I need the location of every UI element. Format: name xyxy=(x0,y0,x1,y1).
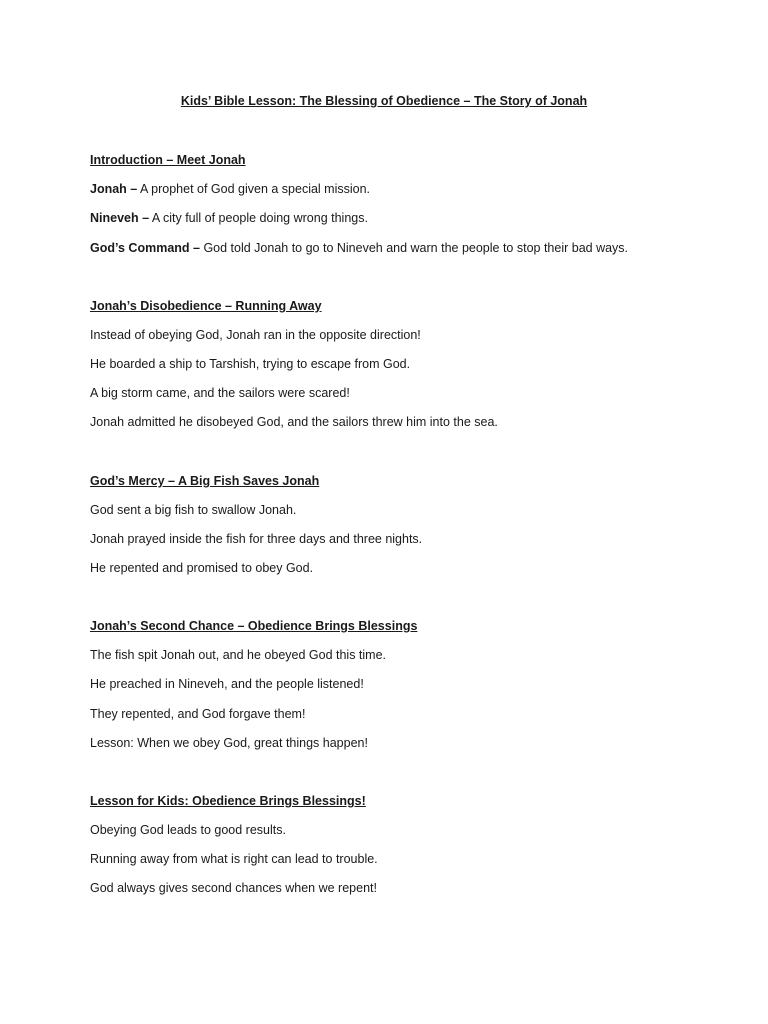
list-item: They repented, and God forgave them! xyxy=(90,707,306,721)
list-item xyxy=(90,181,370,197)
list-item: He repented and promised to obey God. xyxy=(90,561,314,575)
term-label: God’s Command – xyxy=(90,241,200,255)
list-item: God sent a big fish to swallow Jonah. xyxy=(90,503,297,517)
list-item: A big storm came, and the sailors were scared! xyxy=(90,386,350,400)
term-description: A prophet of God given a special mission. xyxy=(137,182,371,196)
list-item: Jonah admitted he disobeyed God, and the sailors threw him into the sea. xyxy=(90,415,498,429)
term-label: Jonah – xyxy=(90,182,138,196)
section-heading-second-chance: Jonah’s Second Chance – Obedience Brings Blessings xyxy=(90,619,418,633)
term-description: A city full of people doing wrong things. xyxy=(149,211,368,225)
list-item: Jonah prayed inside the fish for three days and three nights. xyxy=(90,532,423,546)
list-item: Lesson: When we obey God, great things happen! xyxy=(90,736,368,750)
list-item xyxy=(90,210,368,226)
list-item: He boarded a ship to Tarshish, trying to escape from God. xyxy=(90,357,411,371)
term-label: Nineveh – xyxy=(90,211,150,225)
list-item: The fish spit Jonah out, and he obeyed God this time. xyxy=(90,648,387,662)
list-item: God always gives second chances when we repent! xyxy=(90,881,377,895)
term-description: God told Jonah to go to Nineveh and warn the people to stop their bad ways. xyxy=(199,241,629,255)
list-item xyxy=(90,240,628,256)
section-heading-disobedience: Jonah’s Disobedience – Running Away xyxy=(90,299,322,313)
section-heading-mercy: God’s Mercy – A Big Fish Saves Jonah xyxy=(90,474,320,488)
list-item: He preached in Nineveh, and the people listened! xyxy=(90,677,364,691)
section-heading-lesson: Lesson for Kids: Obedience Brings Blessings! xyxy=(90,794,366,808)
list-item: Instead of obeying God, Jonah ran in the opposite direction! xyxy=(90,328,421,342)
list-item: Obeying God leads to good results. xyxy=(90,823,286,837)
section-heading-introduction: Introduction – Meet Jonah xyxy=(90,153,246,167)
document-title: Kids’ Bible Lesson: The Blessing of Obedience – The Story of Jonah xyxy=(180,94,588,108)
list-item: Running away from what is right can lead to trouble. xyxy=(90,852,378,866)
